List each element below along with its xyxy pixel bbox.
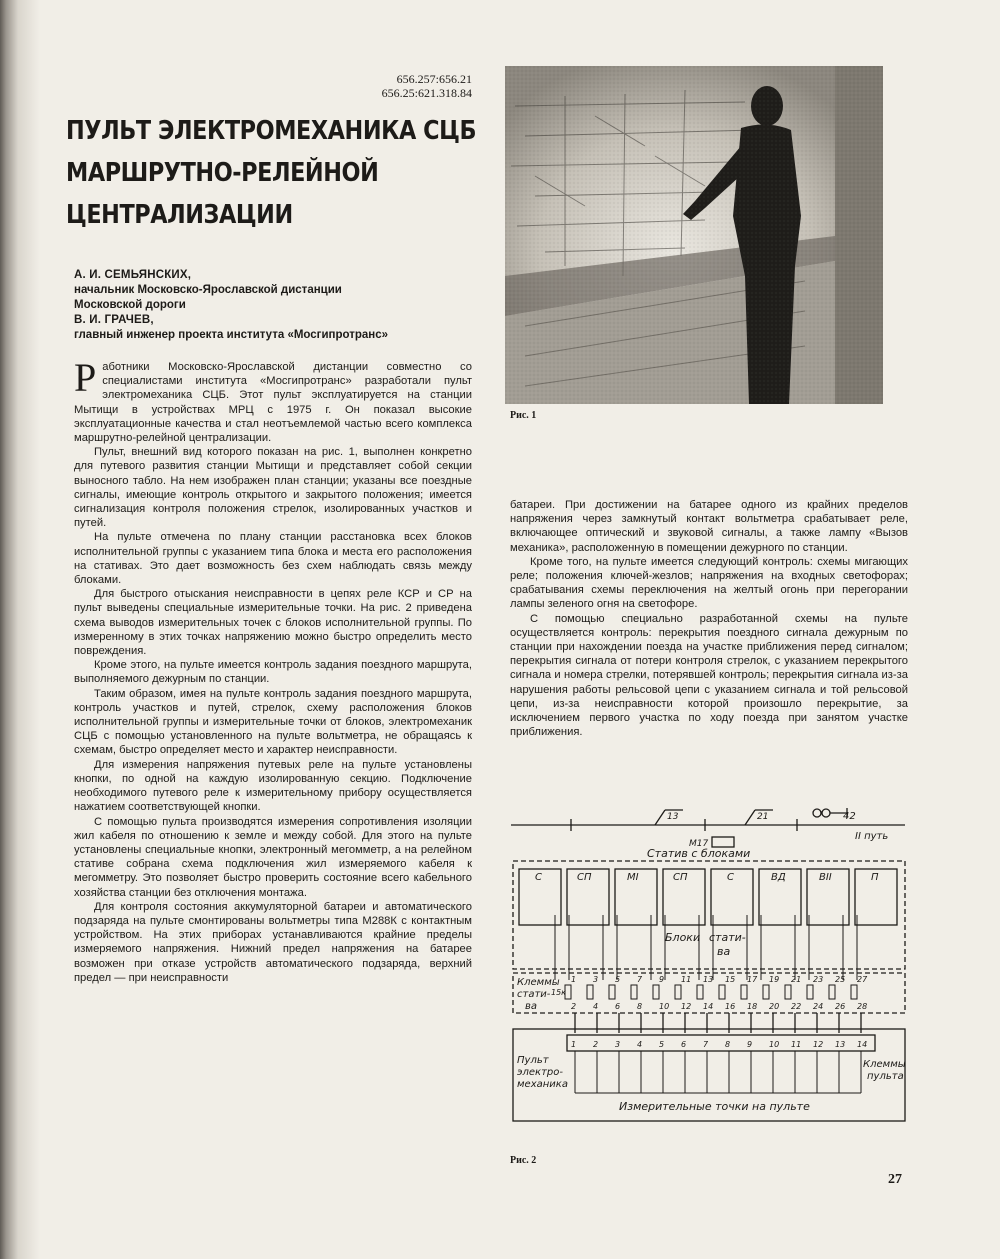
- terminal-label: 13: [703, 975, 714, 984]
- title-line: ЦЕНТРАЛИЗАЦИИ: [66, 200, 293, 230]
- label-resistor: 15к: [551, 988, 567, 997]
- terminal-label: 4: [593, 1002, 599, 1011]
- terminal-label: 17: [747, 975, 758, 984]
- right-column: [510, 498, 908, 739]
- page-number: 27: [888, 1172, 902, 1187]
- console-point-label: 2: [593, 1040, 599, 1049]
- label-console-clamps: Клеммы: [863, 1059, 906, 1070]
- terminal-label: 15: [725, 975, 736, 984]
- console-point-label: 12: [813, 1040, 824, 1049]
- author-position: главный инженер проекта института «Мосгипротранс»: [74, 329, 389, 341]
- console-point-label: 5: [659, 1040, 665, 1049]
- terminal-label: 9: [659, 975, 665, 984]
- console-point-label: 6: [681, 1040, 687, 1049]
- terminal-label: 6: [615, 1002, 621, 1011]
- console-point-label: 13: [835, 1040, 846, 1049]
- udc-line: 656.257:656.21: [396, 72, 472, 86]
- label-stativ-caption: Статив с блоками: [647, 847, 751, 860]
- author-position: Московской дороги: [74, 299, 186, 311]
- terminal-label: 26: [835, 1002, 846, 1011]
- console-point-label: 4: [637, 1040, 643, 1049]
- block-header: С: [727, 872, 734, 883]
- author-name: А. И. СЕМЬЯНСКИХ,: [74, 269, 192, 281]
- terminal-label: 7: [637, 975, 643, 984]
- paragraph: Для измерения напряжения путевых реле на пульте установлены кнопки, по одной на каждую изолированную секцию. Подключение необходимого путевого реле к измерительному прибору осуществляется нажатием соответствующей кнопки.: [74, 758, 472, 814]
- figure-1-photo: [505, 66, 883, 404]
- label-stativ-name: М17: [689, 839, 709, 849]
- drop-cap: Р: [74, 355, 97, 400]
- label-measuring-points: Измерительные точки на пульте: [619, 1100, 810, 1113]
- block-header: С: [535, 872, 542, 883]
- binding-shadow: [0, 0, 40, 1259]
- console-points: [571, 1040, 867, 1049]
- terminal-label: 16: [725, 1002, 736, 1011]
- terminal-label: 12: [681, 1002, 692, 1011]
- title-line: ПУЛЬТ ЭЛЕКТРОМЕХАНИКА СЦБ: [66, 116, 477, 146]
- block-header: СП: [673, 872, 688, 883]
- terminal-label: 25: [835, 975, 846, 984]
- paragraph-text: аботники Московско-Ярославской дистанции совместно со специалистами института «Мосгипротранс» разработали пульт электромеханика СЦБ. Этот пульт эксплуатируется на станции Мытищи в устройствах МРЦ с 1975 г. Он показал высокие эксплуатационные качества и стал неотъемлемой частью всего комплекса маршрутно-релейной централизации.: [74, 361, 472, 445]
- title-line: МАРШРУТНО-РЕЛЕЙНОЙ: [66, 158, 379, 188]
- terminal-label: 28: [857, 1002, 868, 1011]
- label-track: II путь: [855, 831, 889, 842]
- label-clamps: ва: [525, 1001, 538, 1012]
- console-point-label: 9: [747, 1040, 753, 1049]
- label-switch-13: 13: [667, 812, 679, 822]
- terminal-label: 8: [637, 1002, 643, 1011]
- terminal-label: 5: [615, 975, 621, 984]
- label-console-clamps: пульта: [867, 1071, 904, 1082]
- block-header: ВII: [819, 872, 832, 883]
- label-stativa: ва: [717, 945, 731, 958]
- label-console: Пульт: [517, 1055, 549, 1066]
- paragraph: Кроме этого, на пульте имеется контроль задания поездного маршрута, выполняемого дежурным по станции.: [74, 659, 472, 686]
- console-point-label: 11: [791, 1040, 802, 1049]
- label-stativa: стати-: [709, 931, 746, 944]
- terminal-label: 1: [571, 975, 577, 984]
- paragraph: Для быстрого отыскания неисправности в цепях реле КСР и СР на пульт выведены специальные измерительные точки. На рис. 2 приведена схема выводов измерительных точек с блоков исполнительной группы. По измеренному в этих точках напряжению можно быстро определить место повреждения.: [74, 588, 472, 658]
- paragraph: батареи. При достижении на батарее одного из крайних пределов напряжения через замкнутый контакт вольтметра срабатывает реле, включающее оптический и звуковой сигналы, а также лампу «Вызов механика», расположенную в помещении дежурного по станции.: [510, 499, 908, 554]
- author-name: В. И. ГРАЧЕВ,: [74, 314, 154, 326]
- udc-line: 656.25:621.318.84: [381, 86, 472, 100]
- terminal-label: 10: [659, 1002, 670, 1011]
- terminal-label: 19: [769, 975, 780, 984]
- terminal-label: 21: [791, 975, 802, 984]
- label-42: 42: [843, 811, 856, 822]
- block-header: СП: [577, 872, 592, 883]
- console-point-label: 1: [571, 1040, 577, 1049]
- block-header: МI: [627, 872, 639, 883]
- terminal-label: 14: [703, 1002, 714, 1011]
- paragraph: Пульт, внешний вид которого показан на рис. 1, выполнен конкретно для путевого развития станции Мытищи и представляет собой секции выносного табло. На нем изображен план станции; указаны все поездные сигналы, имеющие контроль открытого и закрытого положения; имеется сигнализация контроля положения стрелок, изолированных участков и путей.: [74, 446, 472, 530]
- label-blocks: Блоки: [665, 931, 701, 944]
- console-point-label: 8: [725, 1040, 731, 1049]
- terminal-label: 11: [681, 975, 692, 984]
- console-point-label: 7: [703, 1040, 709, 1049]
- terminal-label: 3: [593, 975, 599, 984]
- terminal-label: 2: [571, 1002, 577, 1011]
- figure-2-caption: Рис. 2: [510, 1155, 537, 1166]
- left-column: [74, 355, 472, 985]
- odd-terminals: [571, 975, 868, 984]
- paragraph: С помощью специально разработанной схемы на пульте осуществляется контроль: перекрытия поездного сигнала дежурным по станции при нахождении поезда на участке приближения перед сигналом; перекрытия сигнала от потери контроля стрелок, с указанием перекрытого сигнала и номера стрелки, потерявшей контроль; перекрытия сигнала из-за нарушения работы рельсовой цепи с указанием сигнала и той рельсовой цепи, из-за неисправности которой произошло перекрытие, за исключением первого участка по ходу поезда при занятом участке приближения.: [510, 612, 908, 739]
- paragraph: Для контроля состояния аккумуляторной батареи и автоматического подзаряда на пульте смонтированы вольтметры типа М288К с контактным устройством. На этих приборах устанавливаются крайние пределы измеряемого напряжения. Нижний предел напряжения на батарее возможен при отказе устройств автоматического подзаряда, верхний предел — при неисправности: [74, 900, 472, 984]
- label-console: механика: [517, 1079, 568, 1090]
- label-switch-21: 21: [757, 812, 769, 822]
- article-title: [66, 110, 477, 236]
- terminal-label: 20: [769, 1002, 780, 1011]
- even-terminals: [571, 1002, 867, 1011]
- authors-block: [74, 268, 474, 343]
- label-console: электро-: [517, 1067, 563, 1078]
- label-clamps: Клеммы: [517, 977, 560, 988]
- paragraph: Таким образом, имея на пульте контроль задания поездного маршрута, контроль участков и путей, стрелок, схему расположения блоков исполнительной группы и измерительные точки от блоков, электромеханик СЦБ с помощью установленного на пульте вольтметра, не обращаясь к схемам, быстро определяет место и характер неисправности.: [74, 687, 472, 757]
- console-point-label: 14: [857, 1040, 868, 1049]
- terminal-label: 24: [813, 1002, 824, 1011]
- console-point-label: 3: [615, 1040, 621, 1049]
- terminal-label: 18: [747, 1002, 758, 1011]
- paragraph: На пульте отмечена по плану станции расстановка всех блоков исполнительной группы с указанием типа блока и места его расположения на стативах. Это дает возможность без схем наблюдать связь между блоками.: [74, 531, 472, 587]
- paragraph: С помощью пульта производятся измерения сопротивления изоляции жил кабеля по отношению к земле и между собой. Для этого на пульте установлены специальные кнопки, электронный мегомметр, а на релейном стативе собрана схема подключения жил измеряемого кабеля к мегомметру. Это позволяет быстро проверить состояние всего кабельного хозяйства станции без отключения монтажа.: [74, 815, 472, 899]
- terminal-label: 22: [791, 1002, 802, 1011]
- figure-2-diagram: [505, 805, 915, 1135]
- author-position: начальник Московско-Ярославской дистанции: [74, 284, 342, 296]
- figure-1-caption: Рис. 1: [510, 410, 537, 421]
- block-header: П: [871, 872, 879, 883]
- console-point-label: 10: [769, 1040, 780, 1049]
- udc-codes: [300, 72, 472, 100]
- terminal-label: 23: [813, 975, 824, 984]
- label-clamps: стати-: [517, 989, 551, 1000]
- block-header: ВД: [771, 872, 786, 883]
- terminal-label: 27: [857, 975, 868, 984]
- paragraph: Кроме того, на пульте имеется следующий контроль: схемы мигающих реле; положения ключей-жезлов; напряжения на входных светофорах; срабатывания схемы переключения на желтый огонь при перегорании лампы зеленого огня на светофоре.: [510, 555, 908, 611]
- paragraph: [74, 355, 472, 445]
